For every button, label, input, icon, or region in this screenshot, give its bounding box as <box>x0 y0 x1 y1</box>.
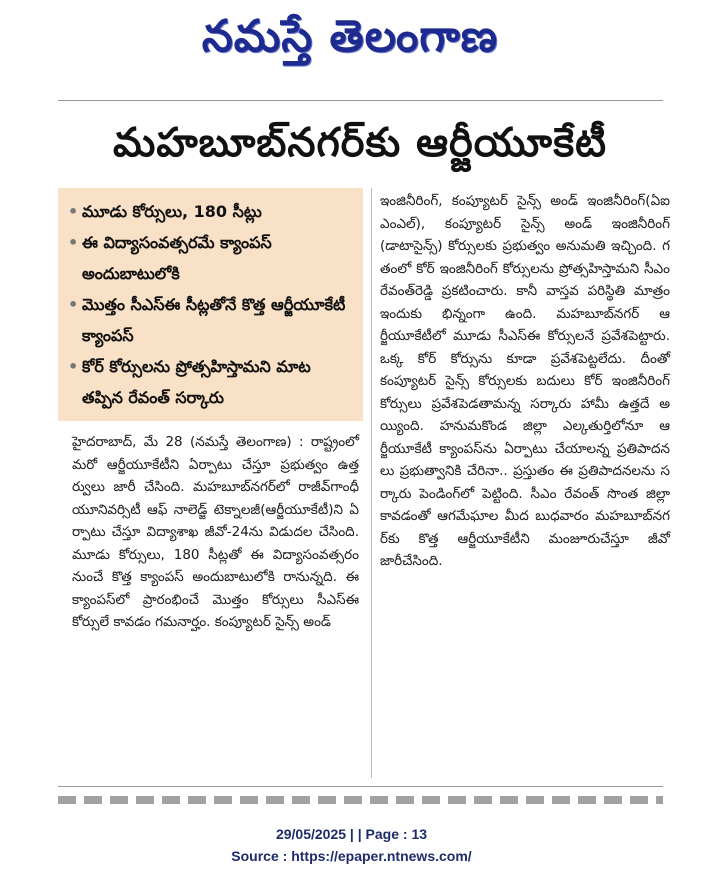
right-column <box>380 190 670 573</box>
highlight-item <box>68 227 355 289</box>
column-divider <box>371 188 372 778</box>
masthead-divider <box>58 100 663 101</box>
bullet-icon: • <box>68 295 79 314</box>
next-article-strip <box>58 796 663 804</box>
highlight-text: మొత్తం సీఎస్‌ఈ సీట్లతోనే కొత్త ఆర్జీయూకేటీ క్యాంపస్ <box>82 295 346 345</box>
article-body-left: హైదరాబాద్, మే 28 (నమస్తే తెలంగాణ) : రాష్ట్రంలో మరో ఆర్జీయూకేటీని ఏర్పాటు చేస్తూ ప్రభుత్వం ఉత్తర్వులు జారీ చేసింది. మహబూబ్‌నగర్‌లో రాజీవ్‌గాంధీ యూనివర్సిటీ ఆఫ్ నాలెడ్జ్ టెక్నాలజీ(ఆర్జీయూకేటీ)ని ఏర్పాటు చేస్తూ విద్యాశాఖ జీవో-24ను విడుదల చేసింది. మూడు కోర్సులు, 180 సీట్లతో ఈ విద్యాసంవత్సరం నుంచే కొత్త క్యాంపస్ అందుబాటులోకి రానున్నది. ఈ క్యాంపస్‌లో ప్రారంభించే మొత్తం కోర్సులు సీఎస్‌ఈ కోర్సులే కావడం గమనార్హం. కంప్యూటర్ సైన్స్ అండ్ <box>72 434 359 630</box>
left-column <box>58 188 363 634</box>
highlight-text: మూడు కోర్సులు, 180 సీట్లు <box>82 202 262 221</box>
highlight-item <box>68 196 355 227</box>
article-bottom-divider <box>58 786 663 787</box>
highlights-box <box>58 188 363 421</box>
article-headline: మహబూబ్‌నగర్‌కు ఆర్జీయూకేటీ <box>113 120 607 166</box>
newspaper-masthead: నమస్తే తెలంగాణ <box>201 11 499 62</box>
article-body-right: ఇంజినీరింగ్, కంప్యూటర్ సైన్స్ అండ్ ఇంజినీరింగ్(ఏఐఎంఎల్), కంప్యూటర్ సైన్స్ అండ్ ఇంజినీరింగ్ (డాటాసైన్స్) కోర్సులకు ప్రభుత్వం అనుమతి ఇచ్చింది. గతంలో కోర్ ఇంజినీరింగ్ కోర్సులను ప్రోత్సహిస్తామని సీఎం రేవంత్‌రెడ్డి ప్రకటించారు. కానీ వాస్తవ పరిస్థితి మాత్రం ఇందుకు భిన్నంగా ఉంది. మహబూబ్‌నగర్ ఆర్జీయూకేటీలో మూడు సీఎస్‌ఈ కోర్సులనే ప్రవేశపెట్టారు. ఒక్క కోర్ కోర్సును కూడా ప్రవేశపెట్టలేదు. దీంతో కంప్యూటర్ సైన్స్ కోర్సులకు బదులు కోర్ ఇంజినీరింగ్ కోర్సులు ప్రవేశపెడతామన్న సర్కారు హామీ ఉత్తదే అయ్యింది. హనుమకొండ జిల్లా ఎల్కతుర్తిలోనూ ఆర్జీయూకేటీ క్యాంపస్‌ను ఏర్పాటు చేయాలన్న ప్రతిపాదనలు ప్రభుత్వానికి చేరినా.. ప్రస్తుతం ఈ ప్రతిపాదనలను సర్కారు పెండింగ్‌లో పెట్టింది. సీఎం రేవంత్ సొంత జిల్లా కావడంతో ఆగమేఘాల మీద బుధవారం మహబూబ్‌నగర్‌కు కొత్త ఆర్జీయూకేటీని మంజూరుచేస్తూ జీవో జారీచేసింది. <box>380 193 670 569</box>
bullet-icon: • <box>68 233 79 252</box>
bullet-icon: • <box>68 202 79 221</box>
highlight-text: కోర్ కోర్సులను ప్రోత్సహిస్తామని మాట తప్పిన రేవంత్ సర్కారు <box>82 357 311 407</box>
highlight-item <box>68 289 355 351</box>
highlight-item <box>68 351 355 413</box>
footer-source: Source : https://epaper.ntnews.com/ <box>231 848 472 864</box>
footer-date-page: 29/05/2025 | | Page : 13 <box>275 826 428 842</box>
bullet-icon: • <box>68 357 79 376</box>
highlight-text: ఈ విద్యాసంవత్సరమే క్యాంపస్ అందుబాటులోకి <box>82 233 272 283</box>
